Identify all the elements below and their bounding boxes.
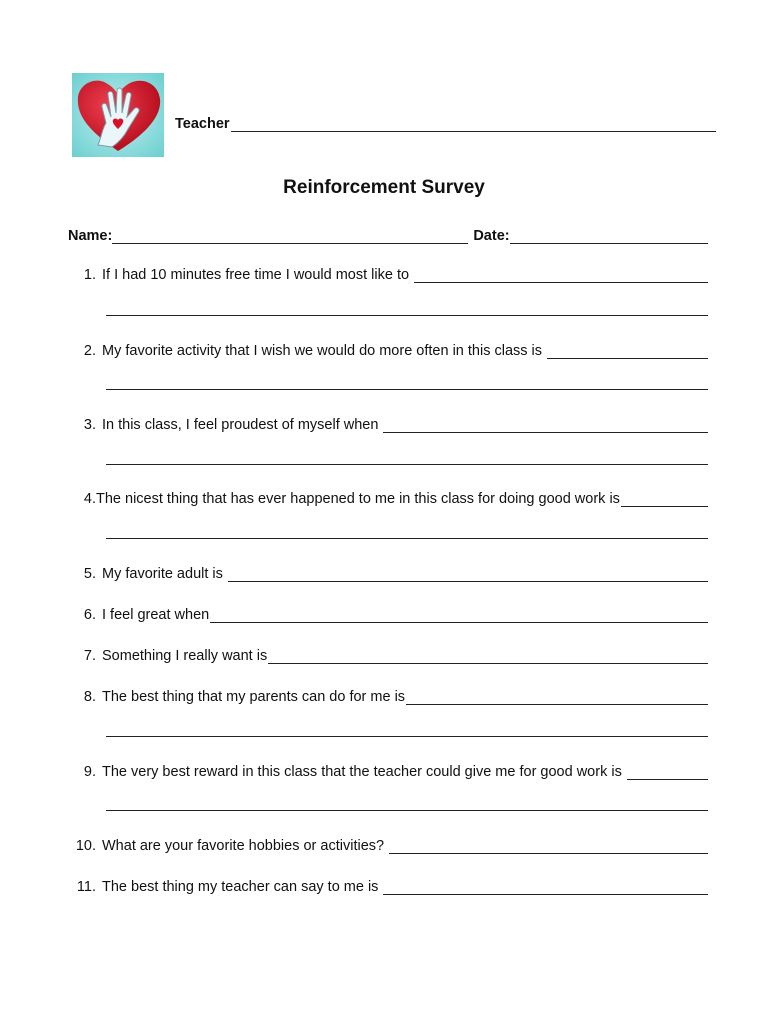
- question-text: My favorite adult is: [102, 566, 223, 582]
- teacher-label: Teacher: [175, 116, 230, 132]
- date-blank-line[interactable]: [510, 229, 708, 244]
- answer-blank-line[interactable]: [268, 649, 708, 664]
- name-date-row: [68, 226, 708, 244]
- date-label: Date:: [473, 228, 510, 244]
- question-text: The very best reward in this class that the teacher could give me for good work is: [102, 764, 622, 780]
- answer-continuation-line[interactable]: [106, 736, 708, 737]
- heart-hand-logo-icon: [72, 73, 164, 157]
- answer-blank-line[interactable]: [406, 690, 708, 705]
- question-number: 5.: [83, 566, 96, 582]
- question-number: 1.: [83, 267, 96, 283]
- name-blank-line[interactable]: [112, 229, 468, 244]
- answer-blank-line[interactable]: [621, 492, 708, 507]
- question-number: 8.: [83, 689, 96, 705]
- page-title: Reinforcement Survey: [283, 177, 485, 198]
- question-text: If I had 10 minutes free time I would most like to: [102, 267, 410, 283]
- question-text: I feel great when: [102, 607, 210, 623]
- question-9: [68, 762, 708, 780]
- question-number: 7.: [83, 648, 96, 664]
- question-number: 2.: [83, 343, 96, 359]
- question-number: 3.: [83, 417, 96, 433]
- question-number: 4.: [83, 491, 96, 507]
- question-text: In this class, I feel proudest of myself when: [102, 417, 379, 433]
- answer-blank-line[interactable]: [627, 765, 708, 780]
- question-10: [68, 836, 708, 854]
- answer-blank-line[interactable]: [389, 839, 708, 854]
- answer-blank-line[interactable]: [383, 880, 708, 895]
- answer-blank-line[interactable]: [210, 608, 708, 623]
- question-text: The best thing that my parents can do for me is: [102, 689, 406, 705]
- teacher-blank-line[interactable]: [231, 117, 716, 132]
- question-2: [68, 341, 708, 359]
- question-number: 11.: [76, 879, 96, 895]
- question-5: [68, 564, 708, 582]
- answer-blank-line[interactable]: [414, 268, 708, 283]
- question-7: [68, 646, 708, 664]
- question-text: The best thing my teacher can say to me is: [102, 879, 379, 895]
- answer-continuation-line[interactable]: [106, 464, 708, 465]
- answer-continuation-line[interactable]: [106, 315, 708, 316]
- answer-continuation-line[interactable]: [106, 538, 708, 539]
- teacher-field[interactable]: [175, 112, 716, 132]
- question-text: Something I really want is: [102, 648, 268, 664]
- answer-blank-line[interactable]: [228, 567, 708, 582]
- question-number: 6.: [83, 607, 96, 623]
- question-text: The nicest thing that has ever happened to me in this class for doing good work is: [96, 491, 620, 507]
- answer-continuation-line[interactable]: [106, 810, 708, 811]
- question-1: [68, 265, 708, 283]
- question-text: What are your favorite hobbies or activities?: [102, 838, 385, 854]
- answer-continuation-line[interactable]: [106, 389, 708, 390]
- question-8: [68, 687, 708, 705]
- question-number: 10.: [75, 838, 96, 854]
- question-text: My favorite activity that I wish we would do more often in this class is: [102, 343, 543, 359]
- question-11: [68, 877, 708, 895]
- question-4: [68, 489, 708, 507]
- question-number: 9.: [83, 764, 96, 780]
- answer-blank-line[interactable]: [547, 344, 708, 359]
- name-label: Name:: [68, 228, 113, 244]
- answer-blank-line[interactable]: [383, 418, 708, 433]
- question-6: [68, 605, 708, 623]
- question-3: [68, 415, 708, 433]
